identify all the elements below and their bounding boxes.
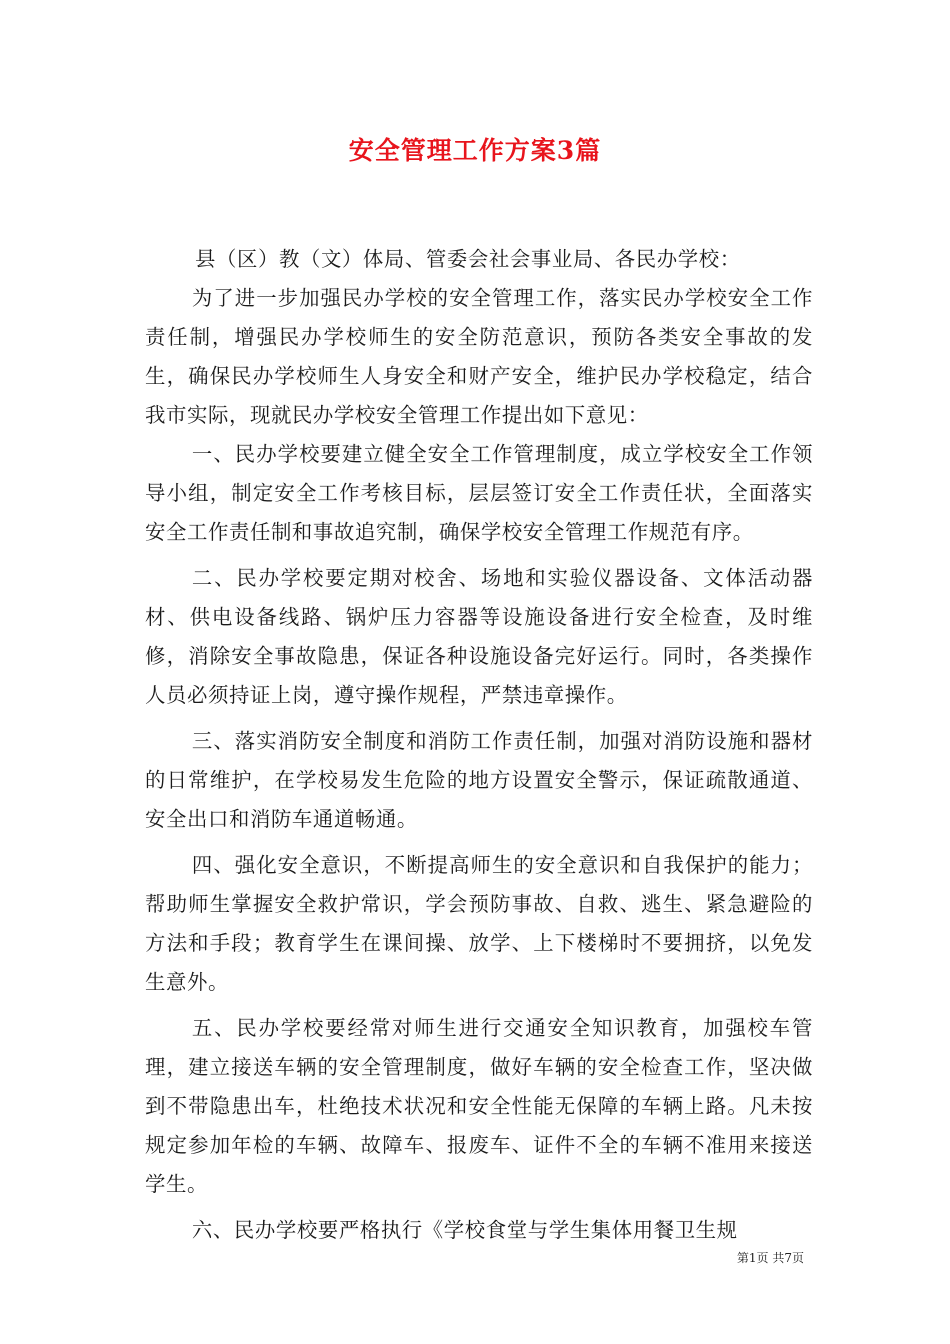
paragraph-item-4: 四、强化安全意识，不断提高师生的安全意识和自我保护的能力；帮助师生掌握安全救护常识，学会预防事故、自救、逃生、紧急避险的方法和手段；教育学生在课间操、放学、上下楼梯时不要拥挤，以免发生意外。 — [145, 853, 813, 994]
document-title: 安全管理工作方案3篇 — [348, 136, 602, 165]
salutation: 县（区）教（文）体局、管委会社会事业局、各民办学校： — [195, 247, 741, 271]
page-number-footer: 第1页 共7页 — [736, 1251, 804, 1265]
paragraph-item-5: 五、民办学校要经常对师生进行交通安全知识教育，加强校车管理，建立接送车辆的安全管理制度，做好车辆的安全检查工作，坚决做到不带隐患出车，杜绝技术状况和安全性能无保障的车辆上路。凡未按规定参加年检的车辆、故障车、报废车、证件不全的车辆不准用来接送学生。 — [145, 1016, 813, 1196]
paragraph-intro: 为了进一步加强民办学校的安全管理工作，落实民办学校安全工作责任制，增强民办学校师生的安全防范意识，预防各类安全事故的发生，确保民办学校师生人身安全和财产安全，维护民办学校稳定，结合我市实际，现就民办学校安全管理工作提出如下意见： — [145, 286, 813, 427]
paragraph-item-3: 三、落实消防安全制度和消防工作责任制，加强对消防设施和器材的日常维护，在学校易发生危险的地方设置安全警示，保证疏散通道、安全出口和消防车通道畅通。 — [145, 729, 813, 831]
paragraph-item-1: 一、民办学校要建立健全安全工作管理制度，成立学校安全工作领导小组，制定安全工作考核目标，层层签订安全工作责任状，全面落实安全工作责任制和事故追究制，确保学校安全管理工作规范有序。 — [145, 442, 813, 544]
paragraph-item-2: 二、民办学校要定期对校舍、场地和实验仪器设备、文体活动器材、供电设备线路、锅炉压力容器等设施设备进行安全检查，及时维修，消除安全事故隐患，保证各种设施设备完好运行。同时，各类操作人员必须持证上岗，遵守操作规程，严禁违章操作。 — [145, 566, 813, 707]
document-body — [145, 240, 813, 1257]
paragraph-item-6: 六、民办学校要严格执行《学校食堂与学生集体用餐卫生规 — [191, 1218, 738, 1242]
